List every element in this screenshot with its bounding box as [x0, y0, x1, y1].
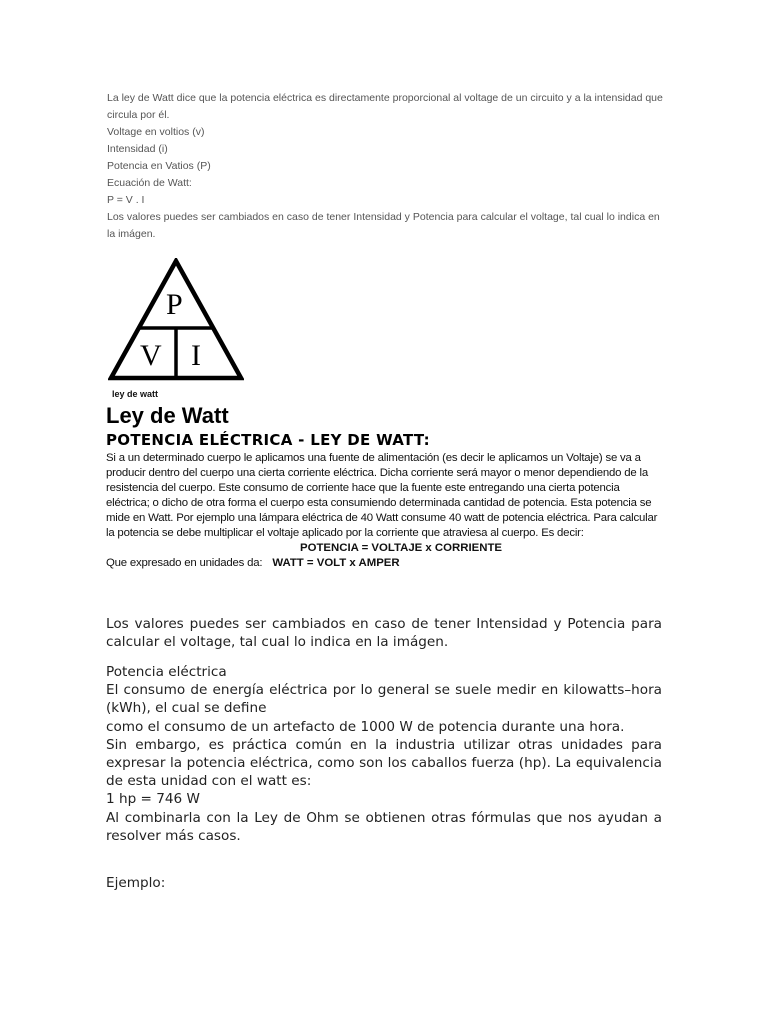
section-body — [106, 451, 666, 571]
intro-line: Potencia en Vatios (P) — [107, 160, 211, 172]
body-line: Potencia eléctrica — [106, 664, 227, 680]
triangle-letter-i: I — [191, 339, 201, 372]
values-paragraph — [106, 615, 662, 651]
power-formula: POTENCIA = VOLTAJE x CORRIENTE — [300, 542, 502, 554]
example-text: Ejemplo: — [106, 875, 166, 891]
intro-line: Los valores puedes ser cambiados en caso de tener Intensidad y Potencia para calcular el voltage, tal cual lo indica en la imágen. — [107, 211, 660, 240]
body-line: 1 hp = 746 W — [106, 791, 200, 808]
triangle-caption: ley de watt — [112, 389, 159, 399]
triangle-letter-p: P — [166, 288, 183, 321]
intro-line: Voltage en voltios (v) — [107, 126, 205, 138]
section-title: Ley de Watt — [106, 403, 229, 428]
watt-triangle-diagram — [108, 258, 244, 382]
body-line: Al combinarla con la Ley de Ohm se obtienen otras fórmulas que nos ayudan a resolver más casos. — [106, 809, 662, 844]
intro-line: Intensidad (i) — [107, 143, 168, 155]
intro-line: La ley de Watt dice que la potencia eléctrica es directamente proporcional al voltage de un circuito y a la intensidad que circula por él. — [107, 92, 663, 121]
triangle-letter-v: V — [140, 339, 162, 372]
section-paragraph: Si a un determinado cuerpo le aplicamos una fuente de alimentación (es decir le aplicamos un Voltaje) se va a producir dentro del cuerpo una cierta corriente eléctrica. Dicha corriente será mayor o menor dependiendo de la resistencia del cuerpo. Este consumo de corriente hace que la fuente este entregando una cierta potencia eléctrica; o dicho de otra forma el cuerpo esta consumiendo determinada cantidad de potencia. Esta potencia se mide en Watt. Por ejemplo una lámpara eléctrica de 40 Watt consume 40 watt de potencia eléctrica. Para calcular la potencia se debe multiplicar el voltaje aplicado por la corriente que atraviesa al cuerpo. Es decir: — [106, 452, 658, 539]
section-subtitle: POTENCIA ELÉCTRICA - LEY DE WATT: — [106, 431, 430, 449]
intro-text — [107, 90, 667, 243]
body-line: como el consumo de un artefacto de 1000 W de potencia durante una hora. — [106, 718, 625, 735]
values-text: Los valores puedes ser cambiados en caso de tener Intensidad y Potencia para calcular el voltage, tal cual lo indica en la imágen. — [106, 616, 662, 651]
units-formula-line — [106, 556, 666, 571]
intro-line: P = V . I — [107, 194, 145, 206]
body-line: Sin embargo, es práctica común en la industria utilizar otras unidades para expresar la potencia eléctrica, como son los caballos fuerza (hp). La equivalencia de esta unidad con el watt es: — [106, 736, 662, 790]
body-line: El consumo de energía eléctrica por lo general se suele medir en kilowatts–hora (kWh), el cual se define — [106, 682, 662, 717]
units-prefix: Que expresado en unidades da: — [106, 557, 263, 569]
electric-power-section — [106, 663, 662, 845]
intro-line: Ecuación de Watt: — [107, 177, 192, 189]
units-formula: WATT = VOLT x AMPER — [272, 557, 400, 569]
example-heading — [106, 874, 662, 892]
